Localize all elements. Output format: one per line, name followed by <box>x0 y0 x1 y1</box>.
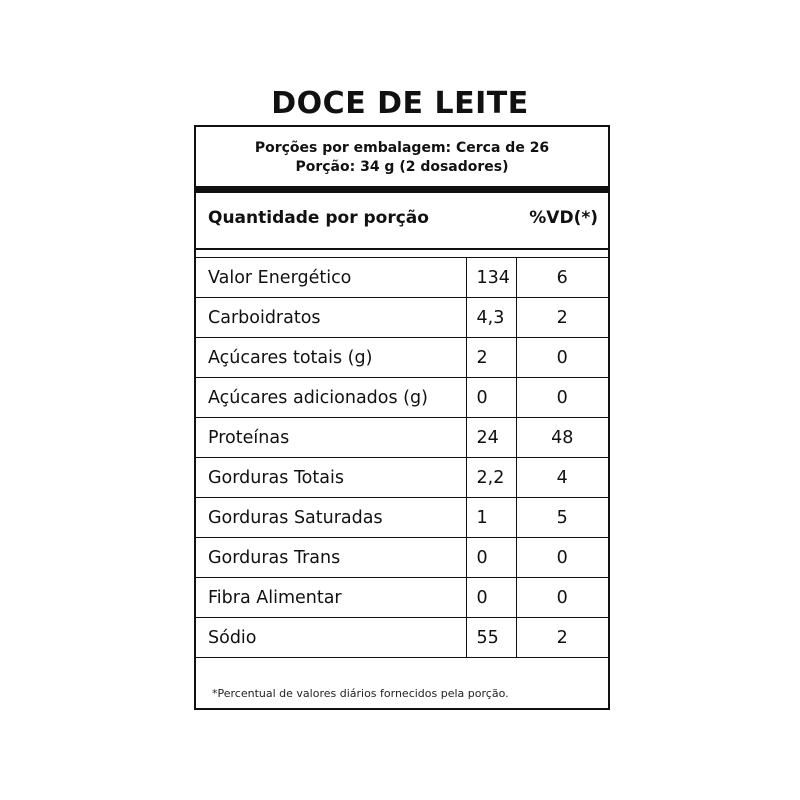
table-row <box>196 498 608 538</box>
nutrient-name: Valor Energético <box>196 258 466 298</box>
table-row <box>196 458 608 498</box>
nutrient-vd: 0 <box>516 578 608 618</box>
table-row <box>196 338 608 378</box>
nutrient-vd: 48 <box>516 418 608 458</box>
servings-per-package: Porções por embalagem: Cerca de 26 <box>254 140 550 156</box>
serving-info <box>196 127 608 186</box>
nutrition-label <box>194 125 610 710</box>
table-row <box>196 378 608 418</box>
nutrient-amount: 4,3 <box>466 298 516 338</box>
table-row <box>196 258 608 298</box>
vd-label: %VD(*) <box>529 208 598 228</box>
nutrient-amount: 0 <box>466 538 516 578</box>
nutrient-vd: 6 <box>516 258 608 298</box>
nutrient-amount: 24 <box>466 418 516 458</box>
nutrient-vd: 2 <box>516 618 608 658</box>
nutrient-name: Açúcares adicionados (g) <box>196 378 466 418</box>
table-row <box>196 538 608 578</box>
quantity-per-portion-label: Quantidade por porção <box>208 208 429 228</box>
nutrient-vd: 5 <box>516 498 608 538</box>
product-title: DOCE DE LEITE <box>271 86 529 121</box>
table-row <box>196 618 608 658</box>
nutrient-name: Gorduras Trans <box>196 538 466 578</box>
nutrient-name: Fibra Alimentar <box>196 578 466 618</box>
spacer <box>196 250 608 257</box>
nutrient-name: Proteínas <box>196 418 466 458</box>
nutrient-amount: 1 <box>466 498 516 538</box>
nutrition-table <box>196 257 608 658</box>
nutrient-vd: 4 <box>516 458 608 498</box>
table-header <box>196 193 608 250</box>
nutrient-amount: 0 <box>466 578 516 618</box>
nutrient-vd: 2 <box>516 298 608 338</box>
nutrient-vd: 0 <box>516 378 608 418</box>
nutrient-name: Gorduras Totais <box>196 458 466 498</box>
nutrient-name: Carboidratos <box>196 298 466 338</box>
nutrient-amount: 2 <box>466 338 516 378</box>
table-row <box>196 578 608 618</box>
nutrient-name: Gorduras Saturadas <box>196 498 466 538</box>
nutrient-amount: 55 <box>466 618 516 658</box>
table-row <box>196 298 608 338</box>
footnote: *Percentual de valores diários fornecidos pela porção. <box>212 687 509 700</box>
nutrient-vd: 0 <box>516 338 608 378</box>
nutrient-amount: 134 <box>466 258 516 298</box>
nutrient-name: Sódio <box>196 618 466 658</box>
nutrient-vd: 0 <box>516 538 608 578</box>
portion-size: Porção: 34 g (2 dosadores) <box>295 159 509 175</box>
nutrient-amount: 0 <box>466 378 516 418</box>
thick-divider <box>196 186 608 193</box>
nutrient-name: Açúcares totais (g) <box>196 338 466 378</box>
nutrient-amount: 2,2 <box>466 458 516 498</box>
table-row <box>196 418 608 458</box>
